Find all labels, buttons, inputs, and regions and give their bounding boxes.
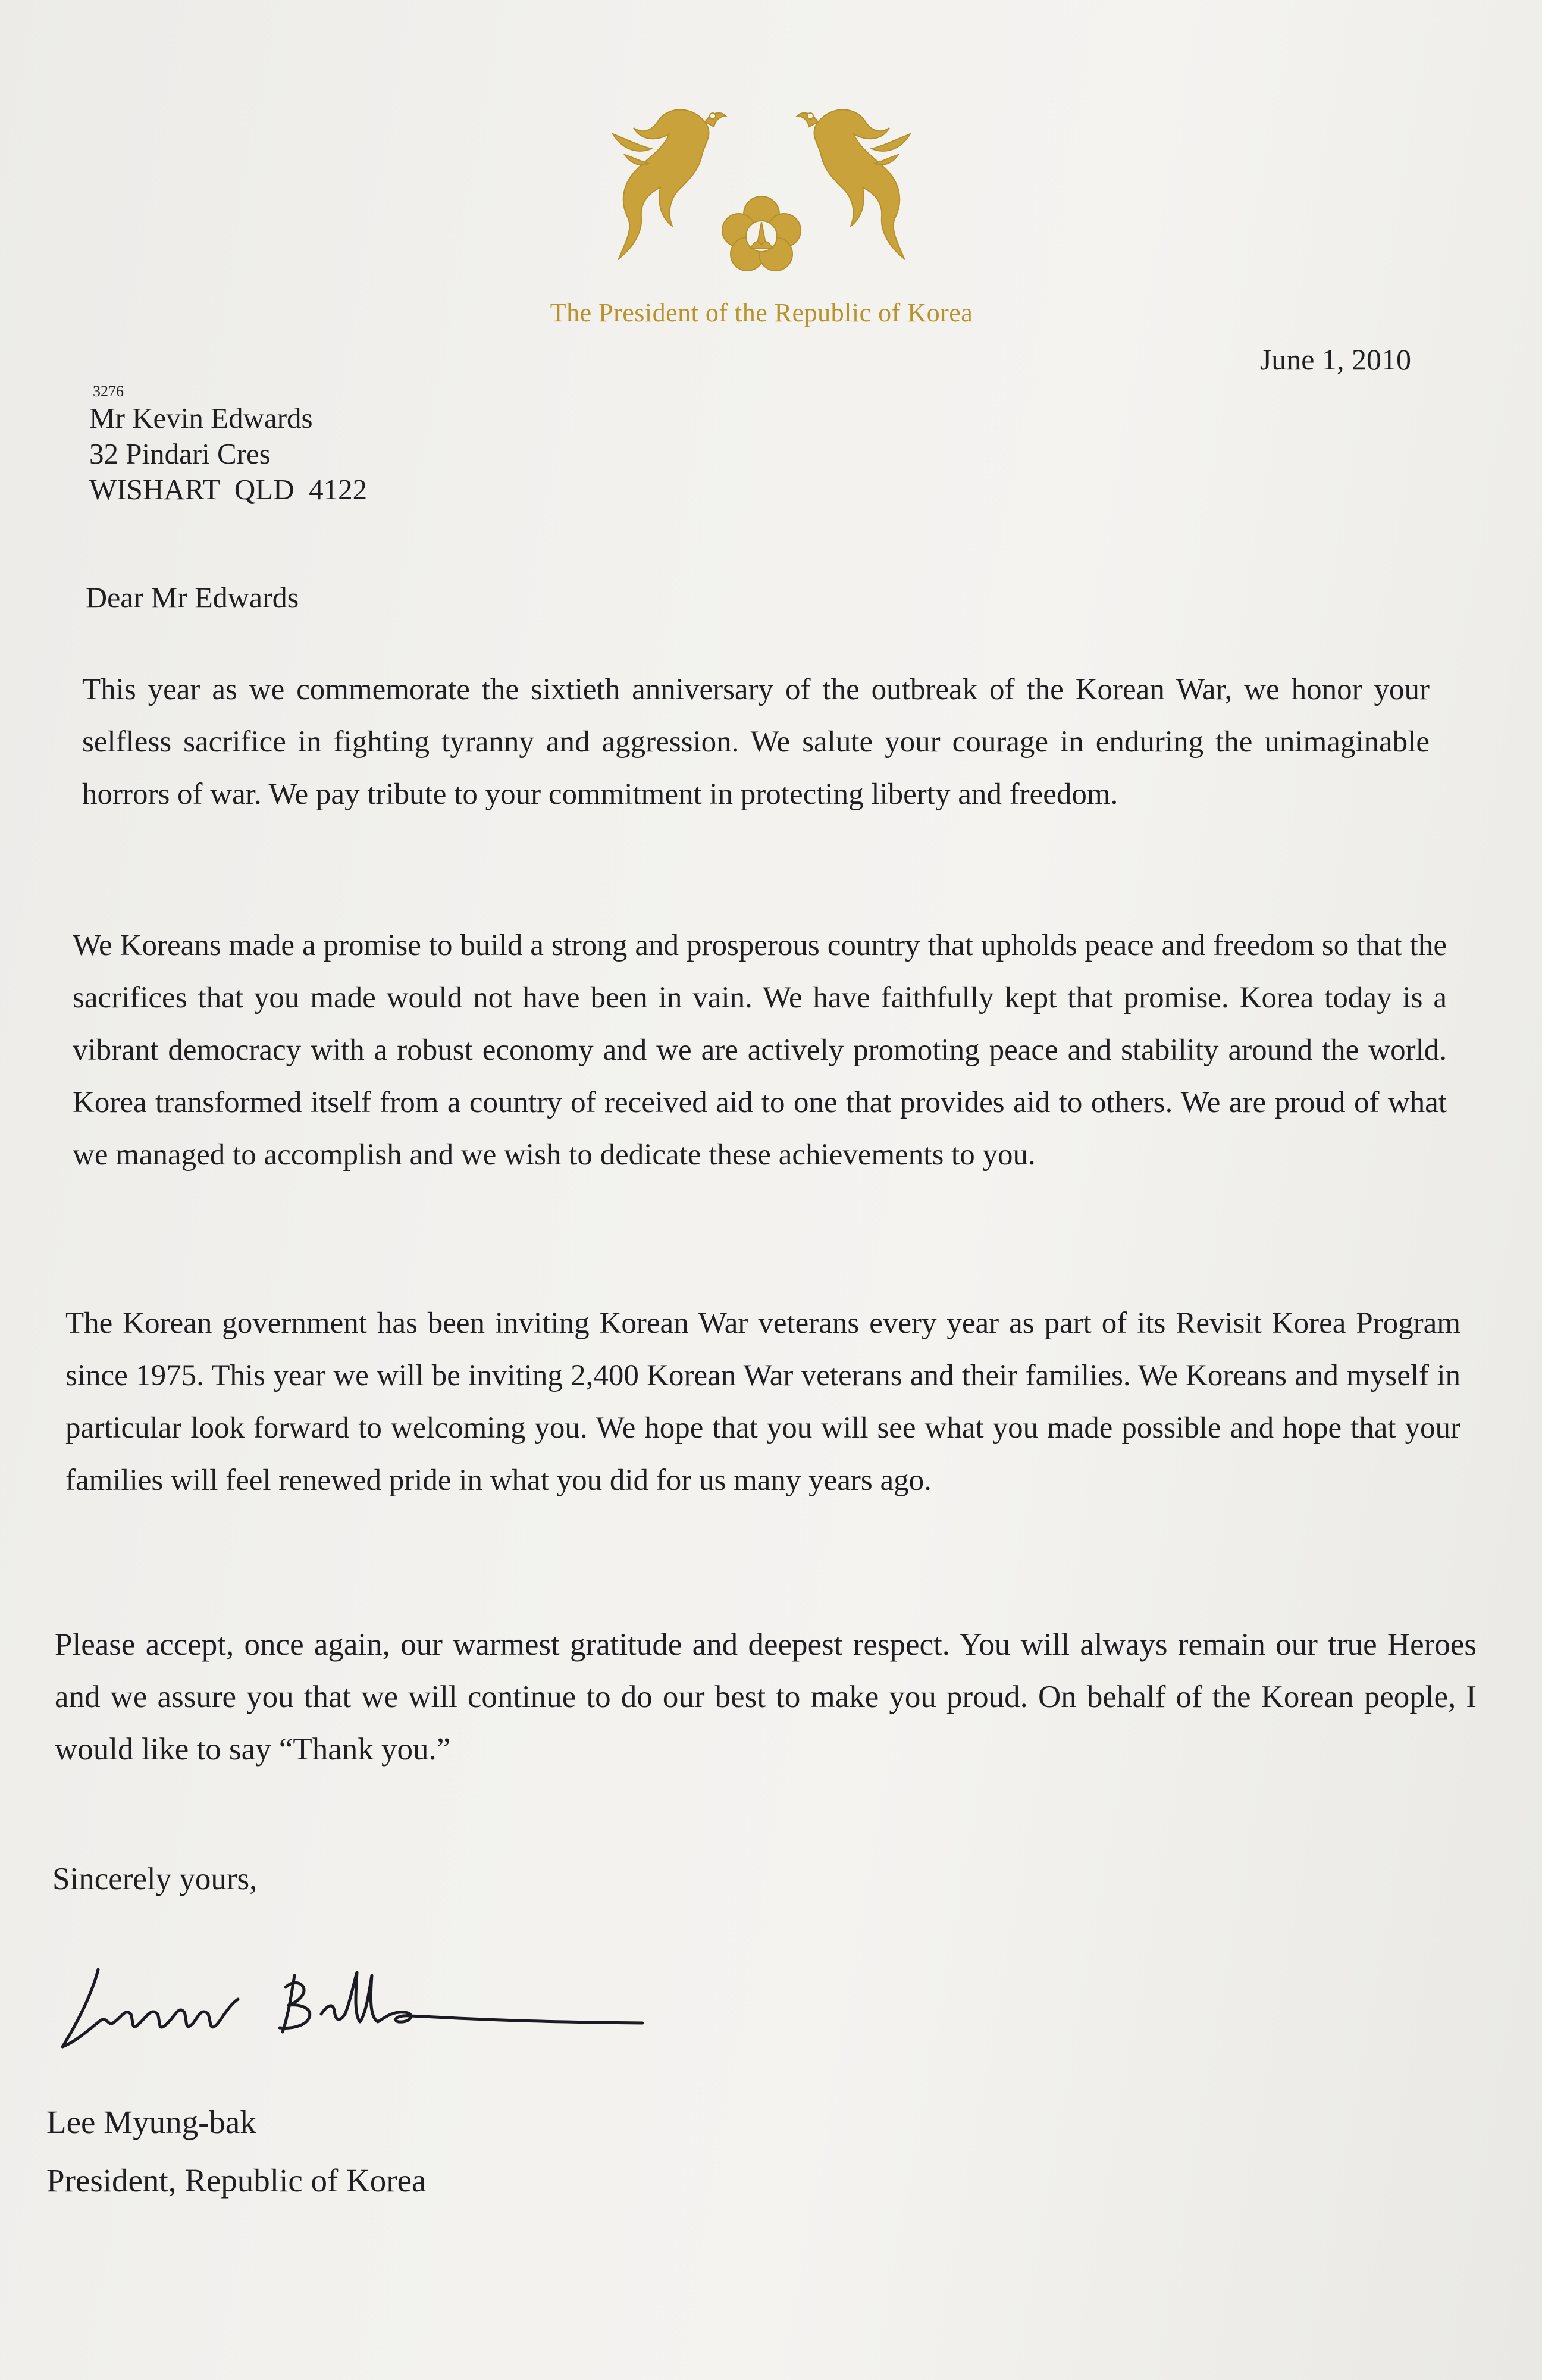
reference-number: 3276 (93, 383, 124, 400)
body-paragraph-1: This year as we commemorate the sixtieth anniversary of the outbreak of the Korean War, we honor your selfless sacrifice in fighting tyranny and aggression. We salute your courage in enduring the unimaginable horrors of war. We pay tribute to your commitment in protecting liberty and freedom. (82, 673, 1430, 811)
recipient-city-line: WISHART QLD 4122 (89, 473, 368, 506)
signer-name: Lee Myung-bak (46, 2104, 256, 2140)
signer-title: President, Republic of Korea (46, 2162, 427, 2199)
presidential-phoenix-seal-icon (601, 98, 922, 289)
recipient-name: Mr Kevin Edwards (89, 402, 313, 434)
closing: Sincerely yours, (52, 1862, 258, 1896)
body-paragraph-4: Please accept, once again, our warmest gratitude and deepest respect. You will always remain our true Heroes and we assure you that we will continue to do our best to make you proud. On behalf of the Korean people, I would like to say “Thank you.” (55, 1627, 1477, 1767)
recipient-address (89, 400, 367, 508)
signer-block (46, 2093, 426, 2210)
body-paragraph-3: The Korean government has been inviting Korean War veterans every year as part of its Revisit Korea Program since 1975. This year we will be inviting 2,400 Korean War veterans and their families. We Koreans and myself in particular look forward to welcoming you. We hope that you will see what you made possible and hope that your families will feel renewed pride in what you did for us many years ago. (65, 1307, 1460, 1497)
salutation: Dear Mr Edwards (86, 581, 299, 614)
handwritten-signature-icon (42, 1958, 672, 2059)
letterhead-title: The President of the Republic of Korea (550, 298, 973, 327)
letter-date: June 1, 2010 (1259, 343, 1411, 376)
recipient-street: 32 Pindari Cres (89, 437, 271, 470)
body-paragraph-2: We Koreans made a promise to build a strong and prosperous country that upholds peace and freedom so that the sacrifices that you made would not have been in vain. We have faithfully kept that promise. Korea today is a vibrant democracy with a robust economy and we are actively promoting peace and stability around the world. Korea transformed itself from a country of received aid to one that provides aid to others. We are proud of what we managed to accomplish and we wish to dedicate these achievements to you. (73, 929, 1447, 1172)
